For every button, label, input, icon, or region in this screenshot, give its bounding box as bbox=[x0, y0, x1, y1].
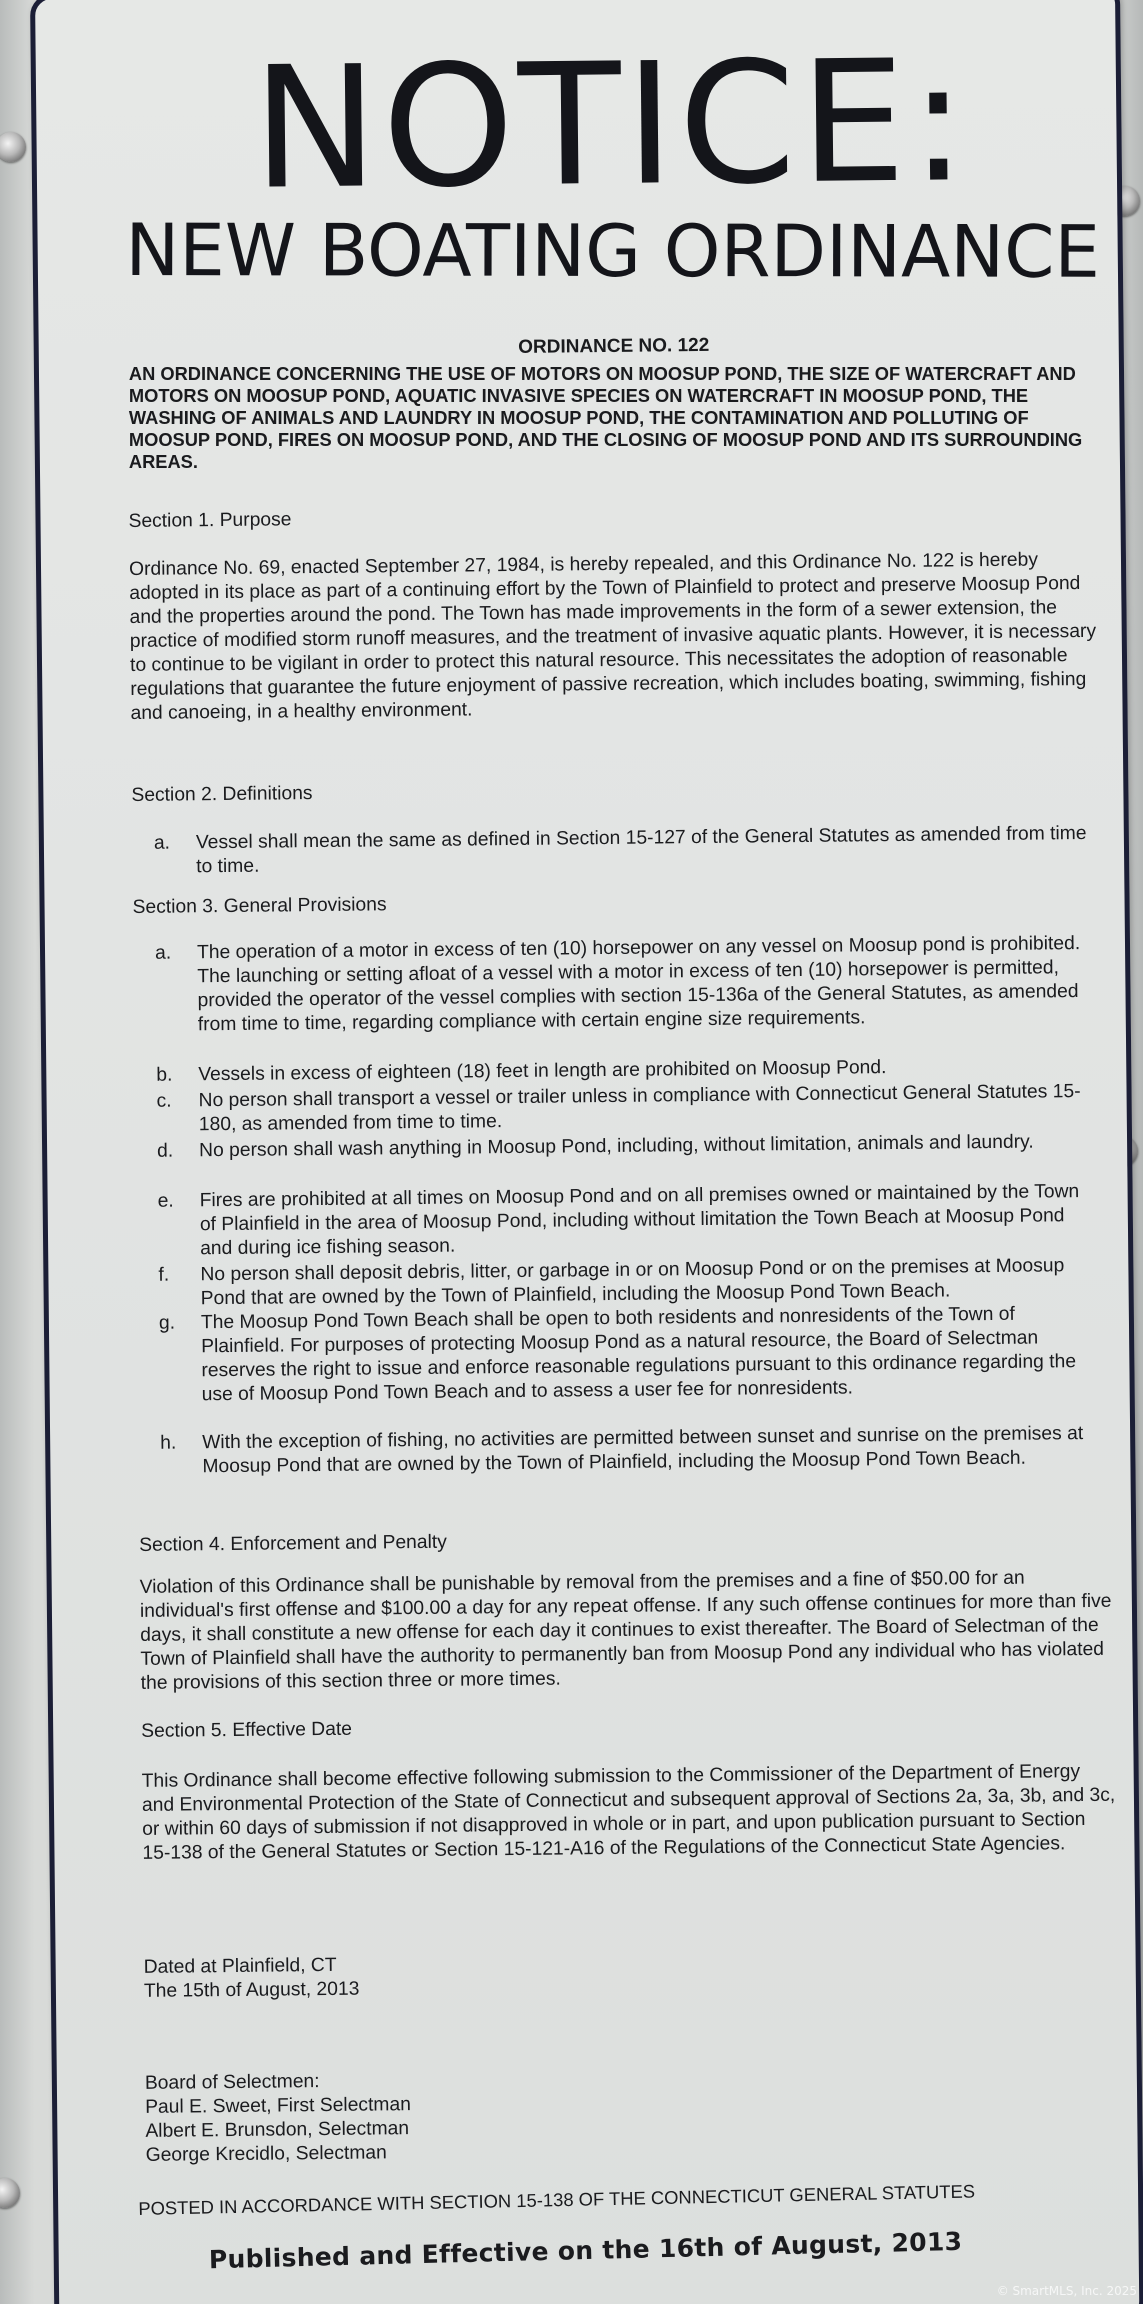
item-text: The operation of a motor in excess of ten (10) horsepower on any vessel on Moosup pond is prohibited. The launching or setting afloat of a vessel with a motor in excess of ten (10) horsepower is permitted, provided the operator of the vessel complies with section 15-136a of the General Statutes, as amended from time to time, regarding compliance with certain engine size requirements. bbox=[196, 933, 1081, 1036]
ordinance-number: ORDINANCE NO. 122 bbox=[518, 334, 710, 358]
section-4-heading: Section 4. Enforcement and Penalty bbox=[139, 1531, 447, 1556]
notice-sign bbox=[30, 0, 1143, 2304]
item-marker: a. bbox=[153, 832, 171, 854]
item-text: No person shall deposit debris, litter, or garbage in or on Moosup Pond or on the premises at Moosup Pond that are owned by the Town of Plainfield, including the Moosup Pond Town Beach. bbox=[200, 1255, 1065, 1310]
item-marker: b. bbox=[156, 1064, 173, 1086]
item-text: Vessel shall mean the same as defined in Section 15-127 of the General Statutes as amended from time to time. bbox=[195, 822, 1087, 878]
preamble: AN ORDINANCE CONCERNING THE USE OF MOTORS ON MOOSUP POND, THE SIZE OF WATERCRAFT AND MOTORS ON MOOSUP POND, AQUATIC INVASIVE SPECIES ON WATERCRAFT IN MOOSUP POND, THE WASHING OF ANIMALS AND LAUNDRY IN MOOSUP POND, THE CONTAMINATION AND POLLUTING OF MOOSUP POND, FIRES ON MOOSUP POND, AND THE CLOSING OF MOOSUP POND AND ITS SURROUNDING AREAS. bbox=[128, 362, 1083, 472]
item-text: Fires are prohibited at all times on Moosup Pond and on all premises owned or maintained by the Town of Plainfield in the area of Moosup Pond, including without limitation the Town Beach at Moosup Pond and during ice fishing season. bbox=[199, 1181, 1080, 1260]
bolt-bottom-left bbox=[0, 2178, 20, 2208]
item-text: The Moosup Pond Town Beach shall be open to both residents and nonresidents of the Town of Plainfield. For purposes of protecting Moosup Pond as a natural resource, the Board of Selectman reserves the right to issue and enforce reasonable regulations pursuant to this ordinance regarding the use of Moosup Pond Town Beach and to assess a user fee for nonresidents. bbox=[200, 1303, 1077, 1406]
list-item bbox=[160, 1422, 1100, 1478]
board-heading: Board of Selectmen: bbox=[144, 2071, 320, 2094]
item-marker: h. bbox=[160, 1432, 177, 1454]
item-marker: a. bbox=[154, 942, 172, 964]
section-5-heading: Section 5. Effective Date bbox=[141, 1718, 353, 1742]
item-text: Vessels in excess of eighteen (18) feet in length are prohibited on Moosup Pond. bbox=[198, 1057, 887, 1086]
item-text: No person shall wash anything in Moosup Pond, including, without limitation, animals and laundry. bbox=[199, 1131, 1034, 1162]
item-text: No person shall transport a vessel or trailer unless in compliance with Connecticut General Statutes 15-180, as amended from time to time. bbox=[198, 1081, 1081, 1136]
section-5-text: This Ordinance shall become effective following submission to the Commissioner of the Department of Energy and Environmental Protection of the State of Connecticut and subsequent approval of Sections 2a, 3a, 3b, and 3c, or within 60 days of submission if not disapproved in whole or in part, and upon publication pursuant to Section 15-138 of the General Statutes or Section 15-121-A16 of the Regulations of the Connecticut State Agencies. bbox=[141, 1761, 1116, 1864]
item-text: With the exception of fishing, no activities are permitted between sunset and sunrise on the premises at Moosup Pond that are owned by the Town of Plainfield, including the Moosup Pond Town Beach. bbox=[202, 1423, 1084, 1478]
list-item bbox=[154, 822, 1094, 880]
bolt-top-left bbox=[0, 132, 26, 162]
watermark: © SmartMLS, Inc. 2025 bbox=[996, 2284, 1137, 2298]
list-item bbox=[156, 1054, 1096, 1086]
section-2-heading: Section 2. Definitions bbox=[131, 783, 313, 806]
item-marker: d. bbox=[157, 1140, 174, 1162]
item-marker: e. bbox=[157, 1190, 174, 1212]
subtitle: NEW BOATING ORDINANCE bbox=[125, 208, 1101, 294]
section-4-text: Violation of this Ordinance shall be punishable by removal from the premises and a fine of $50.00 for an individual's first offense and $100.00 a day for any repeat offense. If any such offense continues for more than five days, it shall constitute a new offense for each day it continues to exist thereafter. The Board of Selectman of the Town of Plainfield shall have the authority to permanently ban from Moosup Pond any individual who has violated the provisions of this section three or more times. bbox=[139, 1567, 1112, 1694]
notice-title: NOTICE: bbox=[251, 23, 972, 227]
dated-line-1: Dated at Plainfield, CT bbox=[143, 1954, 337, 1978]
dated-line-2: The 15th of August, 2013 bbox=[143, 1978, 360, 2002]
published-line: Published and Effective on the 16th of August, 2013 bbox=[208, 2226, 963, 2275]
posted-notice: POSTED IN ACCORDANCE WITH SECTION 15-138 OF THE CONNECTICUT GENERAL STATUTES bbox=[138, 2180, 976, 2219]
list-item bbox=[154, 932, 1095, 1036]
section-3-heading: Section 3. General Provisions bbox=[132, 894, 387, 918]
item-marker: f. bbox=[158, 1264, 170, 1286]
board-member: Paul E. Sweet, First Selectman bbox=[145, 2094, 411, 2118]
item-marker: c. bbox=[156, 1090, 172, 1112]
item-marker: g. bbox=[158, 1312, 176, 1334]
section-1-heading: Section 1. Purpose bbox=[128, 509, 292, 532]
board-member: Albert E. Brunsdon, Selectman bbox=[145, 2118, 410, 2142]
list-item bbox=[157, 1180, 1098, 1260]
board-member: George Krecidlo, Selectman bbox=[145, 2142, 387, 2166]
section-1-text: Ordinance No. 69, enacted September 27, 1984, is hereby repealed, and this Ordinance No. 122 is hereby adopted in its place as part of a continuing effort by the Town of Plainfield to protect and preserve Moosup Pond and the properties around the pond. The Town has made improvements in the form of a sewer extension, the practice of modified storm runoff measures, and the treatment of invasive aquatic plants. However, it is necessary to continue to be vigilant in order to protect this natural resource. This necessitates the adoption of reasonable regulations that guarantee the future enjoyment of passive recreation, which includes boating, swimming, fishing and canoeing, in a healthy environment. bbox=[128, 549, 1097, 724]
